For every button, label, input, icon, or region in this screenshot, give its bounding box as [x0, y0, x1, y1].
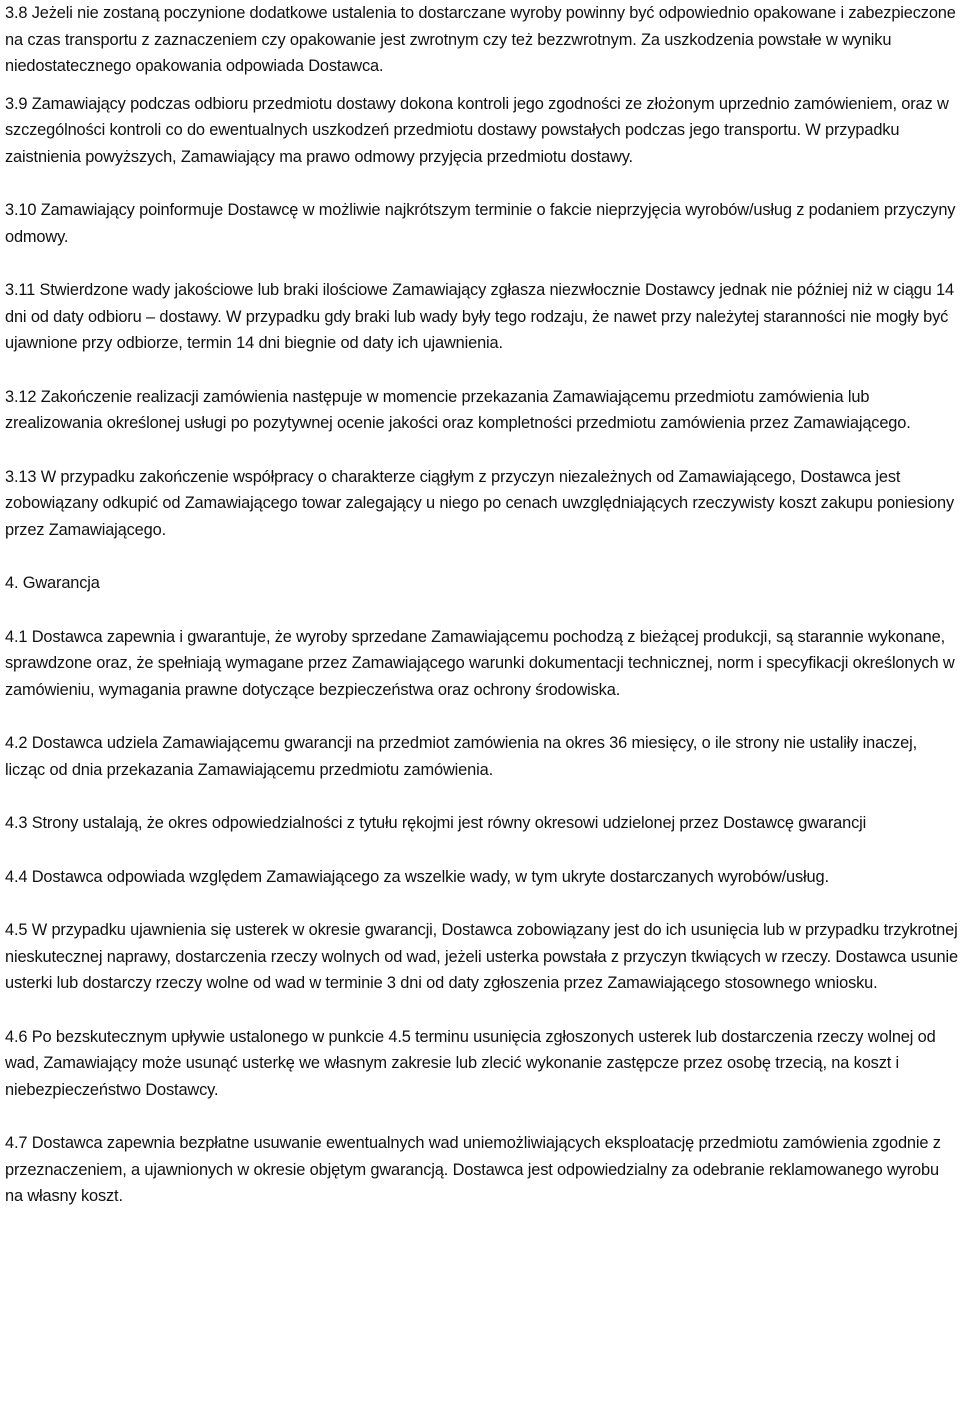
paragraph-3-9-part-a: 3.9 Zamawiający podczas odbioru przedmiotu dostawy dokona kontroli jego zgodności ze złożonym uprzednio zamówieniem, oraz w szczególności kontroli co do ewentualnych uszkodzeń przedmiotu dostawy powstałych podczas jego transportu. — [5, 94, 949, 139]
paragraph-3-8-part-b: Za uszkodzenia powstałe w wyniku niedostatecznego opakowania odpowiada Dostawca. — [5, 30, 892, 75]
paragraph-3-11 — [5, 277, 959, 357]
paragraph-4-7 — [5, 1130, 959, 1210]
paragraph-4-3-text: 4.3 Strony ustalają, że okres odpowiedzialności z tytułu rękojmi jest równy okresowi udzielonej przez Dostawcę gwarancji — [5, 814, 867, 832]
paragraph-3-8-part-a: 3.8 Jeżeli nie zostaną poczynione dodatkowe ustalenia to dostarczane wyroby powinny być odpowiednio opakowane i zabezpieczone na czas transportu z zaznaczeniem czy opakowanie jest zwrotnym czy też bezzwrotnym. — [5, 4, 956, 49]
paragraph-3-12 — [5, 384, 959, 437]
paragraph-4-6 — [5, 1024, 959, 1104]
paragraph-4-7-text: 4.7 Dostawca zapewnia bezpłatne usuwanie ewentualnych wad uniemożliwiających eksploatację przedmiotu zamówienia zgodnie z przeznaczeniem, a ujawnionych w okresie objętym gwarancją. Dostawca jest odpowiedzialny za odebranie reklamowanego wyrobu na własny koszt. — [5, 1134, 941, 1205]
paragraph-3-10 — [5, 197, 959, 250]
paragraph-4-1 — [5, 624, 959, 704]
paragraph-3-13 — [5, 464, 959, 544]
paragraph-4-6-text: 4.6 Po bezskutecznym upływie ustalonego w punkcie 4.5 terminu usunięcia zgłoszonych usterek lub dostarczenia rzeczy wolnej od wad, Zamawiający może usunąć usterkę we własnym zakresie lub zlecić wykonanie zastępcze przez osobę trzecią, na koszt i niebezpieczeństwo Dostawcy. — [5, 1027, 936, 1099]
paragraph-4-4-text: 4.4 Dostawca odpowiada względem Zamawiającego za wszelkie wady, w tym ukryte dostarczanych wyrobów/usług. — [5, 867, 829, 886]
paragraph-4-3 — [5, 810, 959, 837]
paragraph-4-4 — [5, 864, 959, 891]
section-heading-4-text: 4. Gwarancja — [5, 574, 100, 592]
paragraph-3-11-part-b: W przypadku gdy braki lub wady były tego rodzaju, że nawet przy należytej staranności nie mogły być ujawnione przy odbiorze, termin 14 dni biegnie od daty ich ujawnienia. — [5, 307, 949, 352]
section-heading-4 — [5, 570, 959, 597]
paragraph-3-9-part-b: W przypadku zaistnienia powyższych, Zamawiający ma prawo odmowy przyjęcia przedmiotu dostawy. — [5, 121, 900, 166]
paragraph-3-11-part-a: 3.11 Stwierdzone wady jakościowe lub braki ilościowe Zamawiający zgłasza niezwłocznie Dostawcy jednak nie później niż w ciągu 14 dni od daty odbioru – dostawy. — [5, 281, 954, 326]
document-page — [5, 0, 959, 1210]
paragraph-4-1-text: 4.1 Dostawca zapewnia i gwarantuje, że wyroby sprzedane Zamawiającemu pochodzą z bieżącej produkcji, są starannie wykonane, sprawdzone oraz, że spełniają wymagane przez Zamawiającego warunki dokumentacji technicznej, norm i specyfikacji określonych w zamówieniu, wymagania prawne dotyczące bezpieczeństwa oraz ochrony środowiska. — [5, 627, 955, 699]
paragraph-3-13-text: 3.13 W przypadku zakończenie współpracy o charakterze ciągłym z przyczyn niezależnych od Zamawiającego, Dostawca jest zobowiązany odkupić od Zamawiającego towar zalegający u niego po cenach uwzględniających rzeczywisty koszt zakupu poniesiony przez Zamawiającego. — [5, 467, 954, 539]
paragraph-3-10-text: 3.10 Zamawiający poinformuje Dostawcę w możliwie najkrótszym terminie o fakcie nieprzyjęcia wyrobów/usług z podaniem przyczyny odmowy. — [5, 201, 956, 246]
paragraph-4-2-text: 4.2 Dostawca udziela Zamawiającemu gwarancji na przedmiot zamówienia na okres 36 miesięcy, o ile strony nie ustaliły inaczej, licząc od dnia przekazania Zamawiającemu przedmiotu zamówienia. — [5, 734, 917, 779]
paragraph-4-5-text: 4.5 W przypadku ujawnienia się usterek w okresie gwarancji, Dostawca zobowiązany jest do ich usunięcia lub w przypadku trzykrotnej nieskutecznej naprawy, dostarczenia rzeczy wolnych od wad, jeżeli usterka powstała z przyczyn tkwiących w rzeczy. Dostawca usunie usterki lub dostarczy rzeczy wolne od wad w terminie 3 dni od daty zgłoszenia przez Zamawiającego stosownego wniosku. — [5, 921, 958, 992]
paragraph-4-5 — [5, 917, 959, 997]
paragraph-4-2 — [5, 730, 959, 783]
paragraph-3-8 — [5, 0, 959, 80]
paragraph-3-12-text: 3.12 Zakończenie realizacji zamówienia następuje w momencie przekazania Zamawiającemu przedmiotu zamówienia lub zrealizowania określonej usługi po pozytywnej ocenie jakości oraz kompletności przedmiotu zamówienia przez Zamawiającego. — [5, 387, 911, 432]
paragraph-3-9 — [5, 91, 959, 171]
